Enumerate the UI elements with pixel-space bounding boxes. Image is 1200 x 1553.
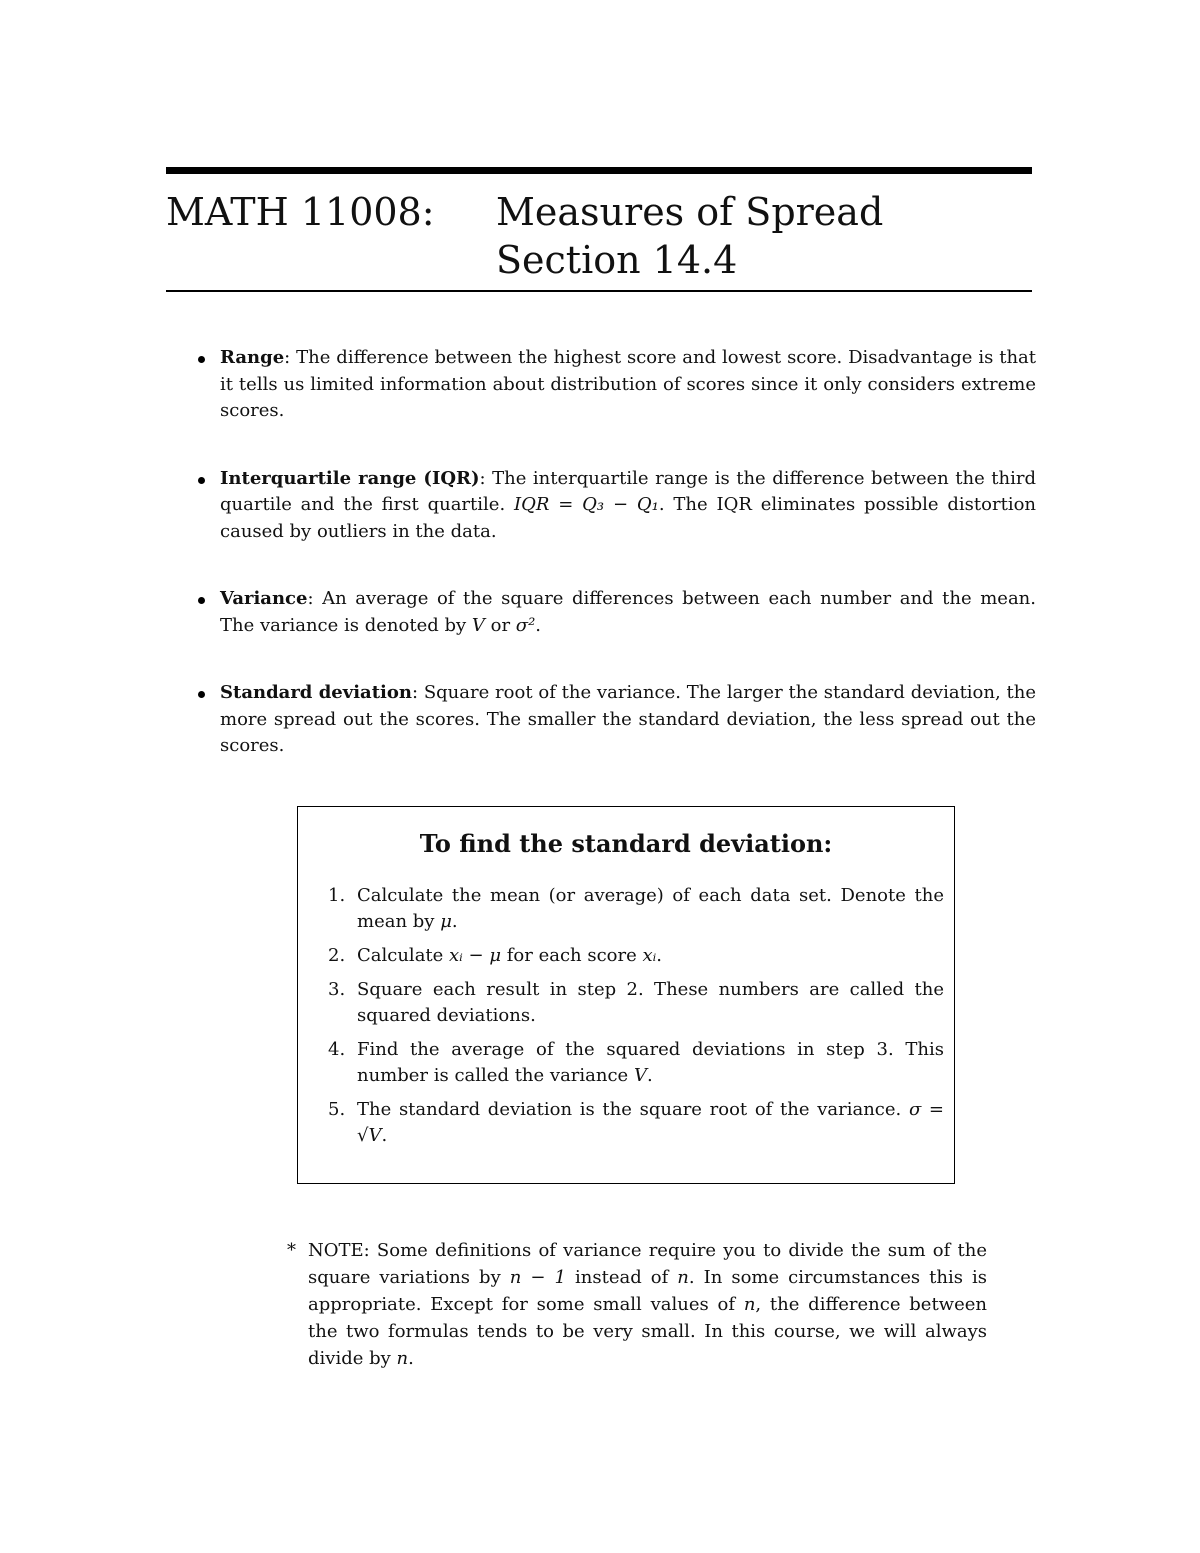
step-text: for each score <box>501 945 643 966</box>
step-number: 2. <box>328 945 346 966</box>
step-text: Calculate the mean (or average) of each data set. Denote the mean by <box>357 885 944 932</box>
note-math: n <box>396 1348 409 1369</box>
definition-term: Variance <box>220 588 308 609</box>
iqr-formula: IQR = Q₃ − Q₁ <box>514 494 659 515</box>
title-bottom-rule <box>166 290 1032 292</box>
definition-text: : The interquartile range is the difference between the third quartile and the first quartile. <box>220 467 1036 515</box>
note-segment: NOTE: Some definitions of variance require you to divide the sum of the square variations by <box>308 1240 987 1288</box>
step-text: Find the average of the squared deviations in step 3. This number is called the variance <box>357 1039 944 1086</box>
definition-text: : An average of the square differences between each number and the mean. The variance is denoted by <box>220 588 1036 636</box>
definition-text: . The IQR eliminates possible distortion caused by outliers in the data. <box>220 494 1037 542</box>
step-text: Calculate <box>357 945 450 966</box>
step-math: σ = √V <box>357 1099 944 1146</box>
step-item <box>328 1097 944 1149</box>
definition-term: Interquartile range (IQR) <box>220 467 480 489</box>
definition-text: : Square root of the variance. The larger the standard deviation, the more spread out the scores. The smaller the standard deviation, the less spread out the scores. <box>220 682 1036 756</box>
definition-text: or <box>484 614 516 636</box>
step-math: μ <box>440 911 452 932</box>
step-text: . <box>381 1125 388 1146</box>
step-math: xᵢ <box>642 945 657 966</box>
step-item <box>328 977 944 1029</box>
sigma-squared-symbol: σ² <box>515 614 536 636</box>
note-math: n − 1 <box>509 1267 566 1288</box>
procedure-box <box>297 806 955 1184</box>
course-code: MATH 11008: <box>166 190 435 234</box>
note-segment: instead of <box>565 1267 678 1288</box>
step-number: 5. <box>328 1099 346 1120</box>
definition-text: : The difference between the highest score and lowest score. Disadvantage is that it tells us limited information about distribution of scores since it only considers extreme scores. <box>220 347 1036 421</box>
definitions-list <box>196 345 1036 801</box>
definition-term: Range <box>220 347 285 368</box>
step-math: V <box>633 1065 647 1086</box>
step-text: . <box>656 945 663 966</box>
title-line-2: Section 14.4 <box>496 238 738 282</box>
bullet-icon <box>198 356 205 363</box>
step-text: . <box>646 1065 653 1086</box>
note-segment: . In some circumstances this is appropriate. Except for some small values of <box>308 1267 988 1315</box>
definition-standard-deviation <box>196 680 1036 760</box>
variance-note <box>287 1237 987 1372</box>
step-number: 4. <box>328 1039 346 1060</box>
variance-symbol: V <box>471 614 485 636</box>
step-text: . <box>451 911 458 932</box>
step-number: 3. <box>328 979 346 1000</box>
title-line-1: Measures of Spread <box>496 190 884 234</box>
step-number: 1. <box>328 885 346 906</box>
procedure-title: To find the standard deviation: <box>419 829 833 858</box>
page-title <box>166 188 1032 288</box>
note-math: n <box>677 1267 689 1288</box>
definition-variance <box>196 586 1036 639</box>
title-lines <box>496 188 883 284</box>
step-item <box>328 883 944 935</box>
step-text: Square each result in step 2. These numbers are called the squared deviations. <box>357 979 944 1026</box>
definition-text: . <box>535 614 542 636</box>
bullet-icon <box>198 691 205 698</box>
note-marker: * <box>287 1240 296 1261</box>
note-segment: . <box>408 1348 414 1369</box>
note-text <box>287 1237 987 1372</box>
step-item <box>328 1037 944 1089</box>
step-item <box>328 943 944 969</box>
definition-term: Standard deviation <box>220 682 412 703</box>
definition-range <box>196 345 1036 425</box>
bullet-icon <box>198 597 205 604</box>
step-math: xᵢ − μ <box>449 945 502 966</box>
note-segment: , the difference between the two formulas tends to be very small. In this course, we will always divide by <box>308 1294 987 1369</box>
step-text: The standard deviation is the square root of the variance. <box>357 1099 909 1120</box>
procedure-steps <box>328 883 944 1157</box>
note-math: n <box>743 1294 756 1315</box>
bullet-icon <box>198 477 205 484</box>
top-thick-rule <box>166 167 1032 174</box>
definition-iqr <box>196 466 1036 546</box>
